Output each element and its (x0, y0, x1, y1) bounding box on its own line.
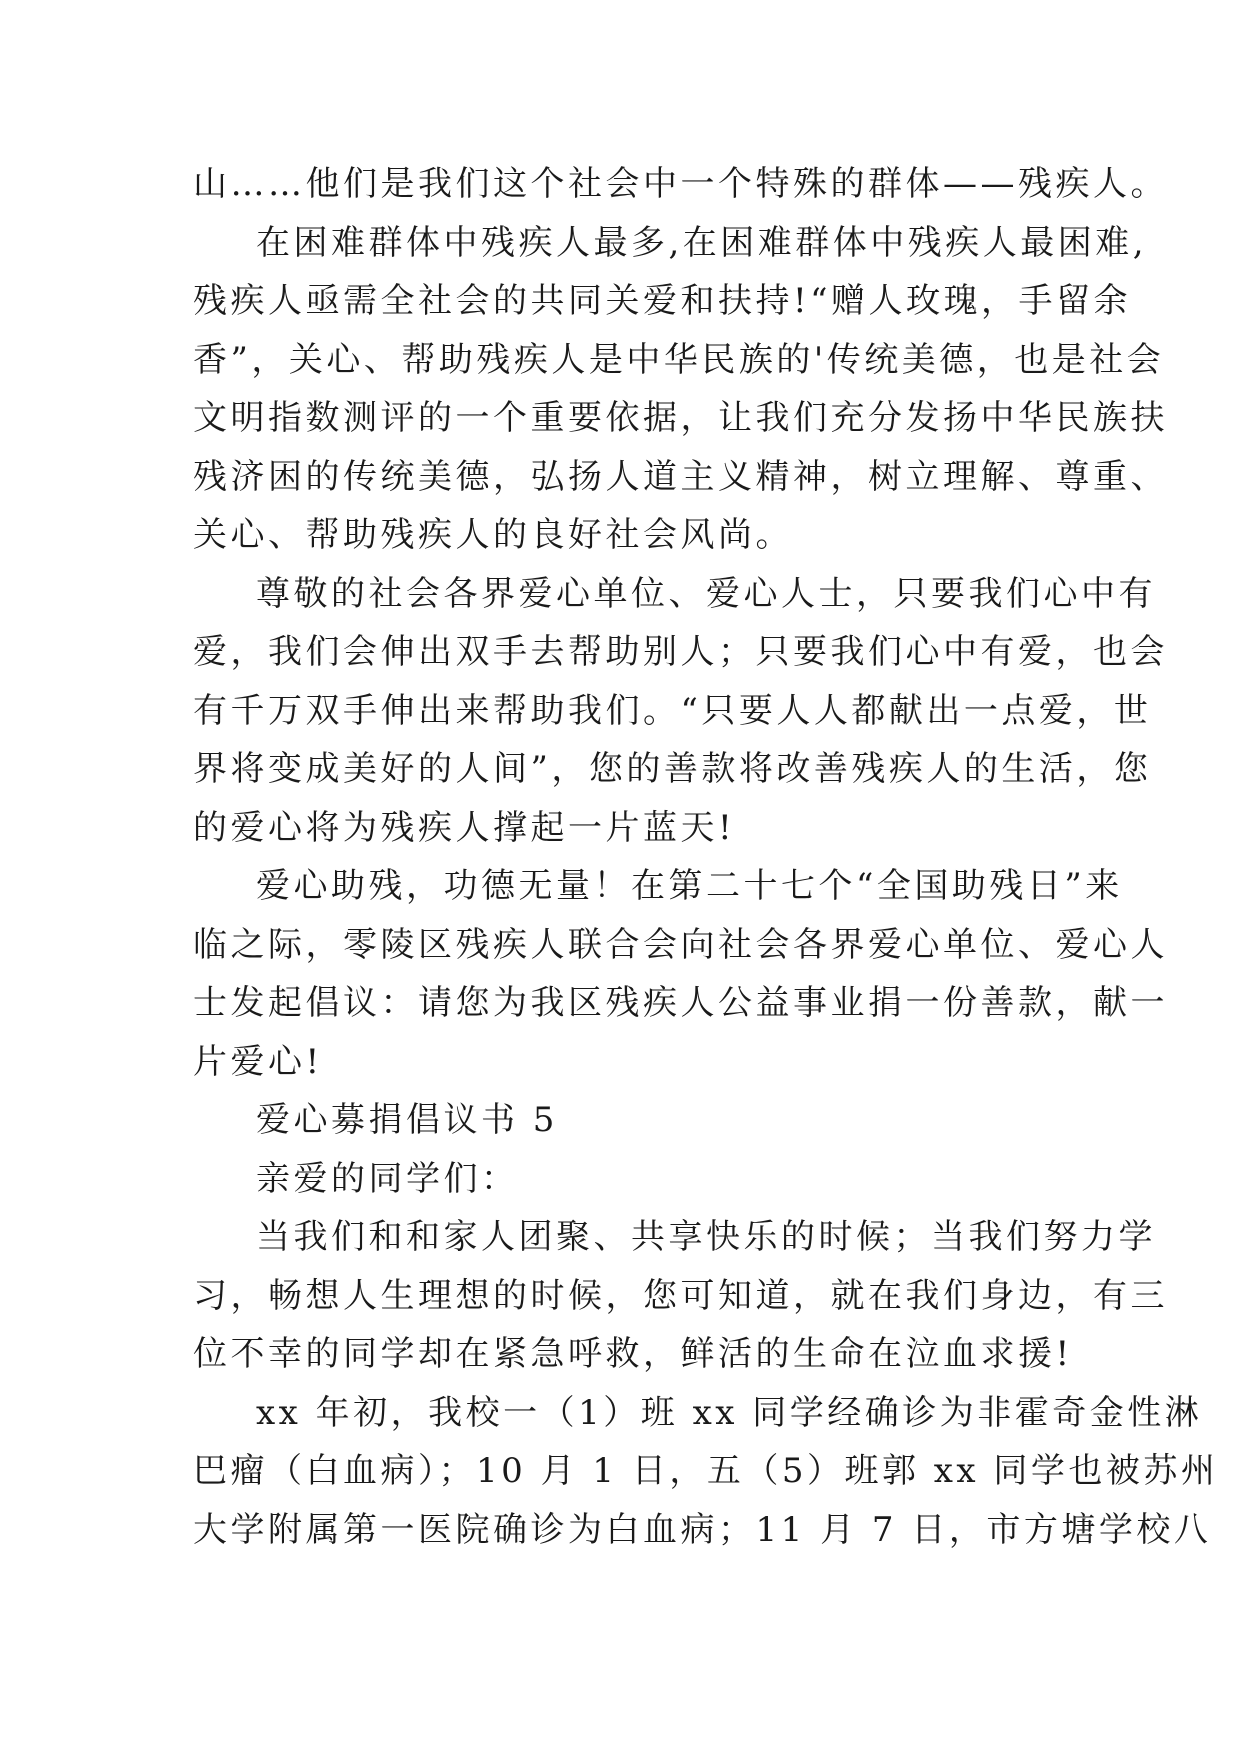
text-line: 爱，我们会伸出双手去帮助别人；只要我们心中有爱，也会 (193, 632, 1168, 672)
salutation: 亲爱的同学们： (256, 1158, 519, 1199)
text-line: 残济困的传统美德，弘扬人道主义精神，树立理解、尊重、 (193, 456, 1168, 497)
text-line: 巴瘤（白血病）；10 月 1 日，五（5）班郭 xx 同学也被苏州 (193, 1451, 1219, 1491)
text-line: 界将变成美好的人间”，您的善款将改善残疾人的生活，您 (193, 749, 1152, 789)
document-body (193, 155, 1219, 1559)
text-line: 习，畅想人生理想的时候，您可知道，就在我们身边，有三 (193, 1275, 1168, 1316)
paragraph-start-line: xx 年初，我校一（1）班 xx 同学经确诊为非霍奇金性淋 (256, 1392, 1203, 1433)
paragraph-start-line: 在困难群体中残疾人最多,在困难群体中残疾人最困难, (256, 222, 1148, 263)
text-line: 位不幸的同学却在紧急呼救，鲜活的生命在泣血求援! (193, 1334, 1073, 1374)
text-line: 的爱心将为残疾人撑起一片蓝天! (193, 807, 736, 848)
section-title: 爱心募捐倡议书 5 (256, 1100, 558, 1140)
text-line: 香”，关心、帮助残疾人是中华民族的'传统美德，也是社会 (193, 339, 1165, 380)
text-line: 临之际，零陵区残疾人联合会向社会各界爱心单位、爱心人 (193, 924, 1168, 965)
text-line: 山……他们是我们这个社会中一个特殊的群体——残疾人。 (193, 164, 1168, 204)
text-line: 片爱心! (193, 1041, 323, 1082)
text-line: 残疾人亟需全社会的共同关爱和扶持!“赠人玫瑰，手留余 (193, 281, 1132, 321)
text-line: 文明指数测评的一个重要依据，让我们充分发扬中华民族扶 (193, 398, 1168, 438)
paragraph-start-line: 尊敬的社会各界爱心单位、爱心人士，只要我们心中有 (256, 573, 1156, 614)
text-line: 士发起倡议：请您为我区残疾人公益事业捐一份善款，献一 (193, 983, 1168, 1023)
paragraph-start-line: 当我们和和家人团聚、共享快乐的时候；当我们努力学 (256, 1217, 1156, 1257)
text-line: 关心、帮助残疾人的良好社会风尚。 (193, 515, 793, 555)
paragraph-start-line: 爱心助残，功德无量！在第二十七个“全国助残日”来 (256, 866, 1123, 906)
text-line: 大学附属第一医院确诊为白血病；11 月 7 日，市方塘学校八 (193, 1509, 1212, 1550)
text-line: 有千万双手伸出来帮助我们。“只要人人都献出一点爱，世 (193, 690, 1152, 731)
